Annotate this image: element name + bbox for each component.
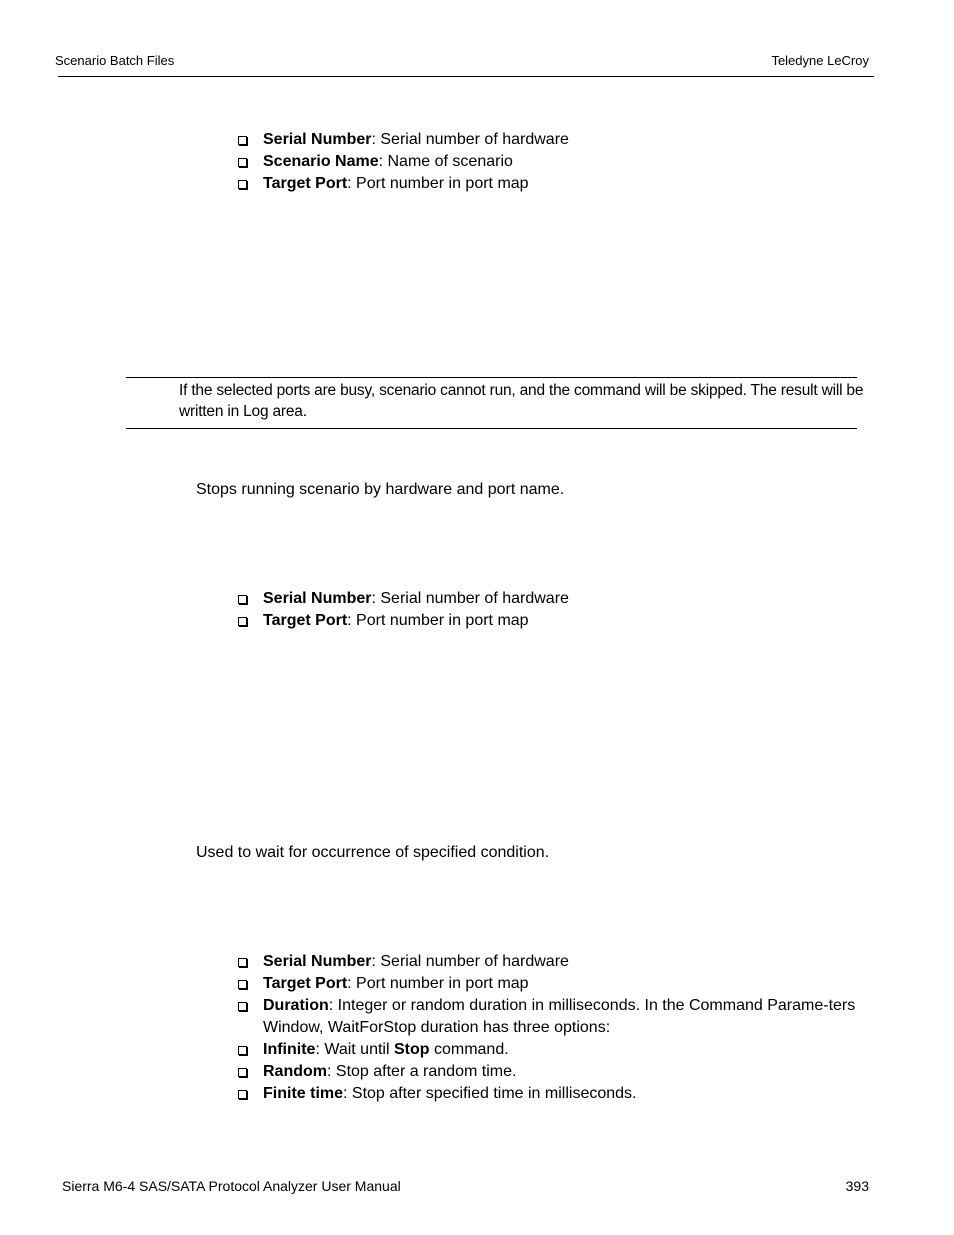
param-desc: command.	[429, 1041, 509, 1058]
param-term: Target Port	[263, 975, 348, 992]
param-term: Target Port	[263, 612, 348, 629]
checkbox-bullet-icon	[238, 617, 247, 626]
param-term: Scenario Name	[263, 153, 379, 170]
param-desc: : Serial number of hardware	[371, 953, 569, 970]
list-item	[236, 1083, 868, 1105]
param-desc: : Stop after a random time.	[327, 1063, 517, 1080]
list-item	[236, 151, 868, 173]
checkbox-bullet-icon	[238, 958, 247, 967]
param-term: Random	[263, 1063, 327, 1080]
checkbox-bullet-icon	[238, 158, 247, 167]
checkbox-bullet-icon	[238, 136, 247, 145]
param-term: Duration	[263, 997, 329, 1014]
note-top-rule	[126, 377, 857, 378]
param-desc: : Port number in port map	[347, 612, 529, 629]
list-item	[236, 173, 868, 195]
checkbox-bullet-icon	[238, 1068, 247, 1077]
wait-description: Used to wait for occurrence of specified condition.	[196, 844, 550, 861]
note-bottom-rule	[126, 428, 857, 429]
param-desc: : Wait until	[315, 1041, 394, 1058]
param-desc: : Serial number of hardware	[371, 131, 569, 148]
param-term: Finite time	[263, 1085, 344, 1102]
checkbox-bullet-icon	[238, 1002, 247, 1011]
param-desc: : Port number in port map	[347, 175, 529, 192]
list-item	[236, 973, 868, 995]
list-item	[236, 951, 868, 973]
list-item	[236, 610, 868, 632]
param-term: Target Port	[263, 175, 348, 192]
checkbox-bullet-icon	[238, 980, 247, 989]
list-item	[236, 129, 868, 151]
param-list-stop	[236, 588, 868, 632]
param-term: Serial Number	[263, 131, 372, 148]
footer-manual-title: Sierra M6-4 SAS/SATA Protocol Analyzer User Manual	[62, 1178, 401, 1194]
running-header-section: Scenario Batch Files	[55, 53, 175, 68]
param-term: Serial Number	[263, 953, 372, 970]
list-item	[236, 588, 868, 610]
param-desc: : Name of scenario	[378, 153, 513, 170]
list-item	[236, 1039, 868, 1061]
checkbox-bullet-icon	[238, 595, 247, 604]
note-text: If the selected ports are busy, scenario cannot run, and the command will be skipped. The result will be written in Log area.	[179, 382, 864, 420]
param-desc: : Port number in port map	[347, 975, 529, 992]
param-desc: : Stop after specified time in milliseconds.	[343, 1085, 637, 1102]
param-term: Infinite	[263, 1041, 316, 1058]
param-list-run	[236, 129, 868, 195]
param-desc: : Serial number of hardware	[371, 590, 569, 607]
stop-description: Stops running scenario by hardware and port name.	[196, 481, 565, 498]
checkbox-bullet-icon	[238, 1046, 247, 1055]
list-item	[236, 995, 868, 1039]
checkbox-bullet-icon	[238, 1090, 247, 1099]
param-term: Serial Number	[263, 590, 372, 607]
running-header-company: Teledyne LeCroy	[771, 53, 869, 68]
param-list-wait	[236, 951, 868, 1105]
header-rule	[58, 76, 874, 77]
list-item	[236, 1061, 868, 1083]
param-desc: : Integer or random duration in milliseconds. In the Command Parame-ters Window, WaitForStop duration has three options:	[263, 997, 856, 1036]
checkbox-bullet-icon	[238, 180, 247, 189]
page-number: 393	[845, 1178, 869, 1194]
param-term-inline: Stop	[393, 1041, 430, 1058]
